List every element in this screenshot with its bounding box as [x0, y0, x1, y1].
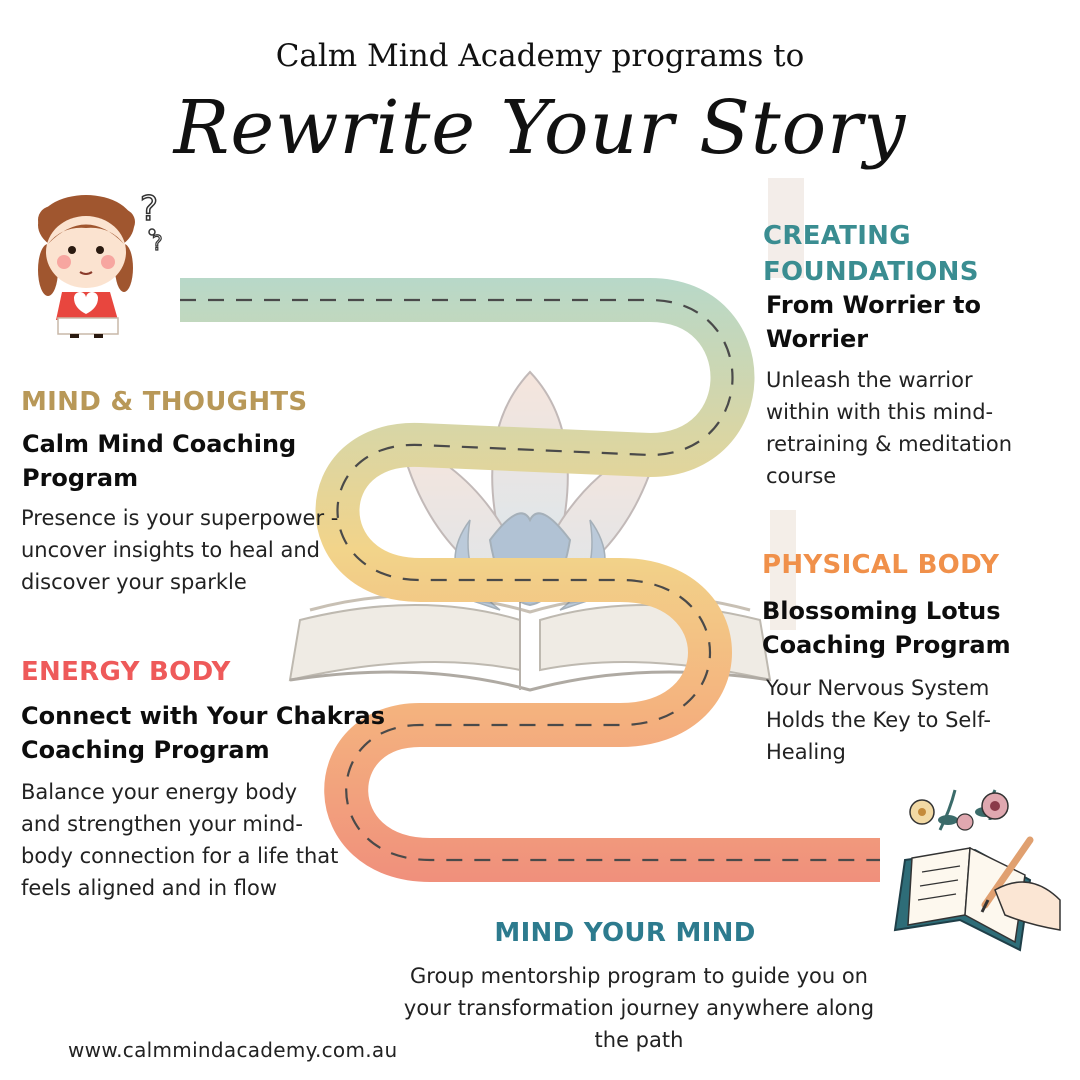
page-title: Calm Mind Academy programs to: [275, 38, 805, 74]
physical-body-program: Blossoming Lotus Coaching Program: [762, 597, 1011, 659]
thinking-girl-icon: [38, 189, 163, 338]
svg-text:?: ?: [140, 189, 159, 229]
physical-body-description: Your Nervous System Holds the Key to Self-Healing: [766, 676, 991, 764]
physical-body-heading: PHYSICAL BODY: [762, 550, 1000, 580]
mind-your-mind-description: Group mentorship program to guide you on your transformation journey anywhere along the path: [403, 964, 875, 1052]
creating-foundations-description: Unleash the warrior within with this mind-retraining & meditation course: [766, 368, 1013, 488]
mind-thoughts-description: Presence is your superpower - uncover insights to heal and discover your sparkle: [21, 506, 339, 594]
website-link[interactable]: www.calmmindacademy.com.au: [68, 1038, 398, 1062]
mind-your-mind-heading: MIND YOUR MIND: [494, 918, 756, 948]
creating-foundations-heading: CREATING FOUNDATIONS: [763, 221, 979, 287]
mind-thoughts-heading: MIND & THOUGHTS: [21, 387, 308, 417]
script-headline: Rewrite Your Story: [173, 85, 907, 171]
energy-body-description: Balance your energy body and strengthen your mind-body connection for a life that feels aligned and in flow: [21, 780, 339, 900]
creating-foundations-program: From Worrier to Worrier: [766, 291, 981, 353]
energy-body-program: Connect with Your Chakras Coaching Program: [21, 702, 386, 764]
journal-flowers-icon: [895, 790, 1060, 950]
energy-body-heading: ENERGY BODY: [21, 657, 231, 687]
mind-thoughts-program: Calm Mind Coaching Program: [22, 430, 297, 492]
svg-text:?: ?: [152, 231, 163, 255]
